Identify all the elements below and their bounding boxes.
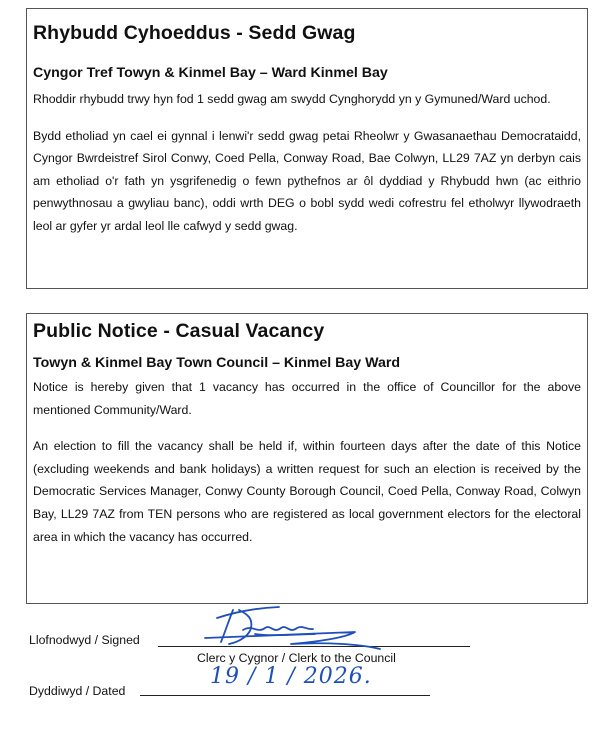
english-notice-paragraph-2: An election to fill the vacancy shall be held if, within fourteen days after the date of this Notice (excluding weekends and bank holidays) a written request for such an election is received by the Democratic Services Manager, Conwy County Borough Council, Coed Pella, Conway Road, Colwyn Bay, LL29 7AZ from TEN persons who are registered as local government electors for the electoral area in which the vacancy has occurred. — [33, 439, 581, 544]
clerk-caption: Clerc y Cygnor / Clerk to the Council — [197, 651, 396, 665]
welsh-notice-paragraph-1: Rhoddir rhybudd trwy hyn fod 1 sedd gwag am swydd Cynghorydd yn y Gymuned/Ward uchod. — [33, 92, 551, 106]
welsh-notice-box — [26, 8, 588, 289]
welsh-notice-title: Rhybudd Cyhoeddus - Sedd Gwag — [33, 22, 356, 44]
english-notice-box — [26, 313, 588, 604]
english-notice-paragraph-1: Notice is hereby given that 1 vacancy has occurred in the office of Councillor for the above mentioned Community/Ward. — [33, 380, 581, 417]
welsh-notice-subtitle: Cyngor Tref Towyn & Kinmel Bay – Ward Kinmel Bay — [33, 65, 388, 81]
english-notice-title: Public Notice - Casual Vacancy — [33, 320, 325, 342]
welsh-notice-paragraph-2: Bydd etholiad yn cael ei gynnal i lenwi'r sedd gwag petai Rheolwr y Gwasanaethau Democrataidd, Cyngor Bwrdeistref Sirol Conwy, Coed Pella, Conway Road, Bae Colwyn, LL29 7AZ yn derbyn cais am etholiad o'r fath yn ysgrifenedig o fewn pythefnos ar ôl dyddiad y Rhybudd hwn (ac eithrio penwythnosau a gwyliau banc), oddi wrth DEG o bobl sydd wedi cofrestru fel etholwyr llywodraeth leol ar gyfer yr ardal leol lle cafwyd y sedd gwag. — [33, 128, 581, 233]
date-line — [140, 695, 430, 696]
handwritten-date: 19 / 1 / 2026. — [210, 664, 372, 689]
dated-label: Dyddiwyd / Dated — [29, 684, 126, 698]
english-notice-subtitle: Towyn & Kinmel Bay Town Council – Kinmel Bay Ward — [33, 355, 401, 371]
signed-label: Llofnodwyd / Signed — [29, 633, 140, 647]
